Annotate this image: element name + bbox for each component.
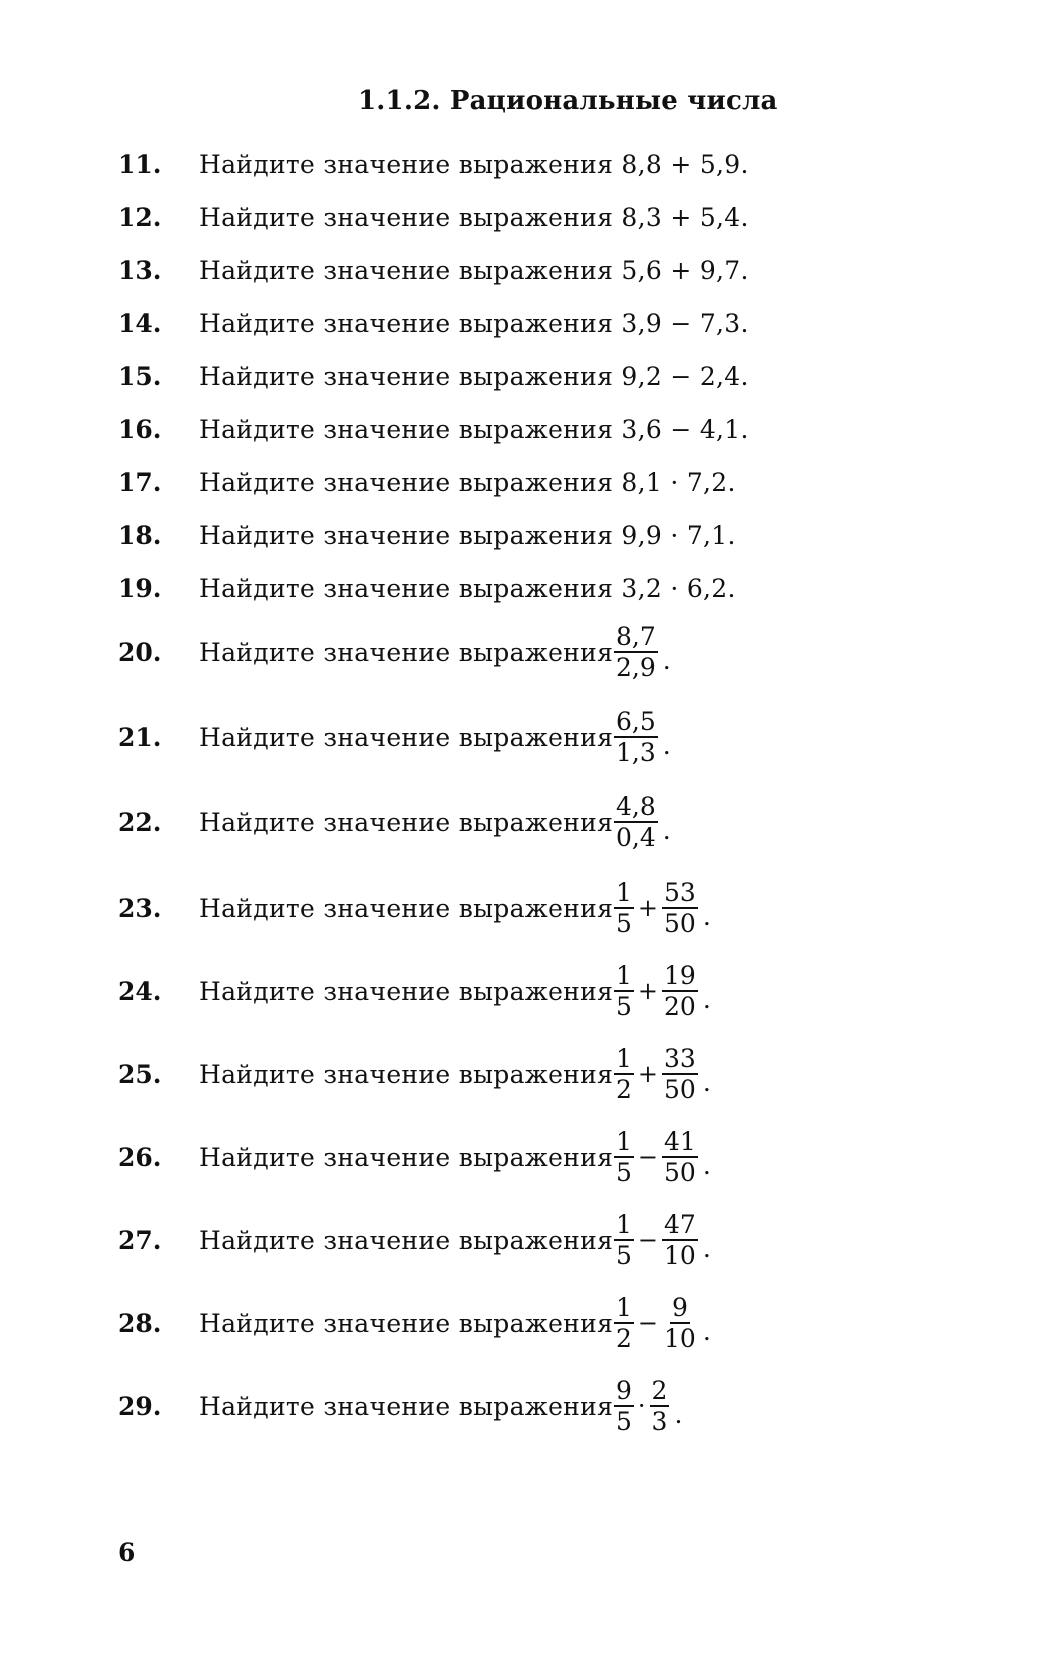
numerator: 2 [651, 1376, 668, 1405]
fraction [614, 622, 658, 682]
problem-text [199, 309, 749, 338]
denominator: 5 [616, 992, 632, 1021]
prompt: Найдите значение выражения [199, 893, 614, 923]
fraction-b [662, 1210, 698, 1270]
expression: 9,9 · 7,1. [621, 520, 736, 550]
prompt: Найдите значение выражения [199, 1059, 614, 1089]
problem-number: 11. [118, 149, 162, 179]
denominator: 5 [616, 1241, 632, 1270]
prompt: Найдите значение выражения [199, 573, 614, 603]
problem-row [0, 1293, 1000, 1353]
numerator: 1 [616, 1044, 632, 1073]
end-period: . [662, 730, 671, 760]
fraction-expression [612, 1210, 711, 1270]
fraction-expression [612, 1127, 711, 1187]
denominator: 2 [616, 1075, 632, 1104]
problem-text [199, 203, 749, 232]
fraction [614, 792, 658, 852]
denominator: 5 [616, 909, 632, 938]
problem-row [0, 568, 1000, 608]
fraction-expression [612, 878, 711, 938]
problem-number: 14. [118, 308, 162, 338]
problem-number: 28. [118, 1308, 162, 1338]
denominator: 50 [664, 1158, 696, 1187]
problem-row [0, 356, 1000, 396]
fraction-expression [612, 1293, 711, 1353]
numerator: 1 [616, 878, 632, 907]
problem-text [199, 256, 749, 285]
problem-number: 22. [118, 807, 162, 837]
fraction-a [614, 1127, 634, 1187]
fraction [614, 707, 658, 767]
prompt: Найдите значение выражения [199, 202, 614, 232]
problem-row [0, 144, 1000, 184]
problem-text [199, 574, 736, 603]
expression: 9,2 − 2,4. [621, 361, 749, 391]
problem-number: 25. [118, 1059, 162, 1089]
problem-number: 29. [118, 1391, 162, 1421]
expression: 8,3 + 5,4. [621, 202, 749, 232]
end-period: . [702, 1233, 711, 1263]
end-period: . [702, 1150, 711, 1180]
denominator: 0,4 [616, 823, 656, 852]
operator: + [637, 1060, 659, 1088]
expression: 8,8 + 5,9. [621, 149, 749, 179]
problem-row [0, 197, 1000, 237]
expression: 3,6 − 4,1. [621, 414, 749, 444]
operator: − [637, 1143, 659, 1171]
problem-row [0, 250, 1000, 290]
section-title: 1.1.2. Рациональные числа [358, 86, 778, 116]
problem-number: 20. [118, 637, 162, 667]
problem-number: 13. [118, 255, 162, 285]
end-period: . [662, 645, 671, 675]
problem-text [199, 415, 749, 444]
problem-text [199, 468, 736, 497]
numerator: 6,5 [616, 707, 656, 736]
fraction-b [662, 1044, 698, 1104]
problem-number: 15. [118, 361, 162, 391]
denominator: 50 [664, 909, 696, 938]
operator: + [637, 977, 659, 1005]
operator: − [637, 1226, 659, 1254]
problem-number: 12. [118, 202, 162, 232]
problem-text [199, 362, 749, 391]
end-period: . [702, 1067, 711, 1097]
fraction-a [614, 1293, 634, 1353]
prompt: Найдите значение выражения [199, 807, 614, 837]
numerator: 47 [664, 1210, 696, 1239]
problem-text [199, 150, 749, 179]
problem-row [0, 1376, 1000, 1436]
numerator: 19 [664, 961, 696, 990]
prompt: Найдите значение выражения [199, 308, 614, 338]
fraction-a [614, 1210, 634, 1270]
denominator: 10 [664, 1324, 696, 1353]
numerator: 1 [616, 961, 632, 990]
problem-text [199, 521, 736, 550]
numerator: 9 [671, 1293, 688, 1322]
numerator: 1 [616, 1210, 632, 1239]
prompt: Найдите значение выражения [199, 520, 614, 550]
problem-number: 17. [118, 467, 162, 497]
fraction-expression [612, 622, 671, 682]
fraction-expression [612, 1044, 711, 1104]
fraction-a [614, 1044, 634, 1104]
prompt: Найдите значение выражения [199, 637, 614, 667]
prompt: Найдите значение выражения [199, 255, 614, 285]
operator: · [637, 1392, 646, 1420]
problem-row [0, 409, 1000, 449]
fraction-a [614, 961, 634, 1021]
expression: 5,6 + 9,7. [621, 255, 749, 285]
end-period: . [662, 815, 671, 845]
problem-row [0, 462, 1000, 502]
numerator: 1 [616, 1127, 632, 1156]
end-period: . [702, 901, 711, 931]
fraction-b [662, 1293, 698, 1353]
numerator: 1 [616, 1293, 632, 1322]
fraction-b [662, 961, 698, 1021]
problem-row [0, 707, 1000, 767]
problem-row [0, 878, 1000, 938]
denominator: 2,9 [616, 653, 656, 682]
expression: 3,9 − 7,3. [621, 308, 749, 338]
numerator: 33 [664, 1044, 696, 1073]
numerator: 53 [664, 878, 696, 907]
problem-number: 16. [118, 414, 162, 444]
denominator: 10 [664, 1241, 696, 1270]
denominator: 50 [664, 1075, 696, 1104]
denominator: 5 [616, 1407, 632, 1436]
fraction-a [614, 1376, 634, 1436]
problem-row [0, 622, 1000, 682]
problem-row [0, 303, 1000, 343]
end-period: . [702, 984, 711, 1014]
fraction-expression [612, 1376, 682, 1436]
denominator: 5 [616, 1158, 632, 1187]
problem-row [0, 1127, 1000, 1187]
fraction-b [662, 878, 698, 938]
problem-row [0, 515, 1000, 555]
numerator: 4,8 [616, 792, 656, 821]
operator: + [637, 894, 659, 922]
problem-row [0, 1210, 1000, 1270]
page-number: 6 [118, 1538, 136, 1567]
denominator: 2 [616, 1324, 632, 1353]
prompt: Найдите значение выражения [199, 414, 614, 444]
expression: 8,1 · 7,2. [621, 467, 736, 497]
problem-row [0, 792, 1000, 852]
expression: 3,2 · 6,2. [621, 573, 736, 603]
problem-row [0, 961, 1000, 1021]
prompt: Найдите значение выражения [199, 361, 614, 391]
problem-number: 21. [118, 722, 162, 752]
prompt: Найдите значение выражения [199, 467, 614, 497]
prompt: Найдите значение выражения [199, 1391, 614, 1421]
prompt: Найдите значение выражения [199, 976, 614, 1006]
problem-number: 26. [118, 1142, 162, 1172]
fraction-expression [612, 961, 711, 1021]
fraction-a [614, 878, 634, 938]
numerator: 8,7 [616, 622, 656, 651]
denominator: 20 [664, 992, 696, 1021]
prompt: Найдите значение выражения [199, 1225, 614, 1255]
problem-number: 24. [118, 976, 162, 1006]
denominator: 3 [651, 1407, 668, 1436]
problem-number: 18. [118, 520, 162, 550]
problem-number: 19. [118, 573, 162, 603]
end-period: . [674, 1399, 683, 1429]
prompt: Найдите значение выражения [199, 1308, 614, 1338]
denominator: 1,3 [616, 738, 656, 767]
fraction-b [650, 1376, 670, 1436]
prompt: Найдите значение выражения [199, 722, 614, 752]
problem-row [0, 1044, 1000, 1104]
fraction-expression [612, 792, 671, 852]
numerator: 9 [616, 1376, 632, 1405]
problem-number: 27. [118, 1225, 162, 1255]
end-period: . [702, 1316, 711, 1346]
fraction-expression [612, 707, 671, 767]
fraction-b [662, 1127, 698, 1187]
problem-number: 23. [118, 893, 162, 923]
numerator: 41 [664, 1127, 696, 1156]
prompt: Найдите значение выражения [199, 1142, 614, 1172]
prompt: Найдите значение выражения [199, 149, 614, 179]
operator: − [637, 1309, 659, 1337]
